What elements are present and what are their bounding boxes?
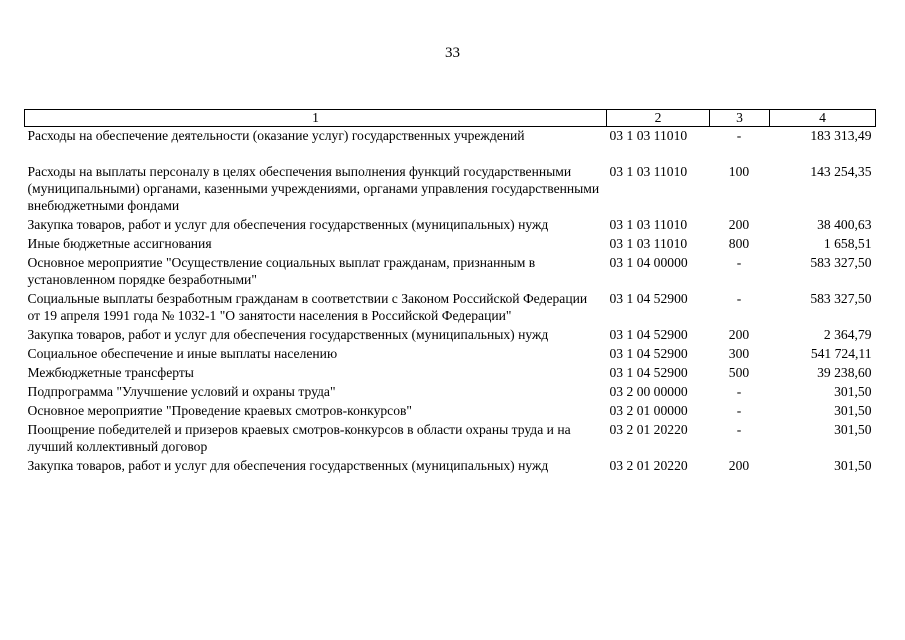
row-amount: 301,50 <box>834 422 872 437</box>
row-name: Иные бюджетные ассигнования <box>27 236 212 251</box>
table-row <box>25 127 876 164</box>
row-code: 03 1 03 11010 <box>609 128 688 143</box>
row-amount: 301,50 <box>834 384 872 399</box>
row-type: 800 <box>728 236 750 251</box>
row-type: - <box>736 291 742 306</box>
header-col-4: 4 <box>770 110 876 127</box>
row-name: Межбюджетные трансферты <box>27 365 194 380</box>
table-row <box>25 235 876 254</box>
row-name: Закупка товаров, работ и услуг для обеспечения государственных (муниципальных) нужд <box>27 327 549 342</box>
row-name: Социальные выплаты безработным гражданам в соответствии с Законом Российской Федерации от 19 апреля 1991 года № 1032-1 "О занятости населения в Российской Федерации" <box>27 291 588 323</box>
table-row <box>25 383 876 402</box>
row-type: - <box>736 422 742 437</box>
row-code: 03 1 03 11010 <box>609 217 688 232</box>
row-code: 03 1 04 52900 <box>609 346 688 361</box>
row-type: - <box>736 384 742 399</box>
header-row <box>25 110 876 127</box>
row-type: 100 <box>728 164 750 179</box>
row-code: 03 2 01 00000 <box>609 403 688 418</box>
row-amount: 183 313,49 <box>810 128 872 143</box>
row-code: 03 1 03 11010 <box>609 164 688 179</box>
row-type: 200 <box>728 327 750 342</box>
row-amount: 301,50 <box>834 458 872 473</box>
row-type: 200 <box>728 458 750 473</box>
row-amount: 39 238,60 <box>817 365 872 380</box>
table-row <box>25 402 876 421</box>
row-amount: 38 400,63 <box>817 217 872 232</box>
row-code: 03 2 01 20220 <box>609 458 688 473</box>
row-name: Социальное обеспечение и иные выплаты населению <box>27 346 338 361</box>
row-amount: 583 327,50 <box>810 255 872 270</box>
page-number: 33 <box>445 45 460 61</box>
table-row <box>25 421 876 457</box>
row-amount: 1 658,51 <box>823 236 872 251</box>
table-row <box>25 364 876 383</box>
row-type: 500 <box>728 365 750 380</box>
table-header <box>25 110 876 127</box>
row-amount: 301,50 <box>834 403 872 418</box>
row-name: Закупка товаров, работ и услуг для обеспечения государственных (муниципальных) нужд <box>27 217 549 232</box>
row-name: Основное мероприятие "Проведение краевых смотров-конкурсов" <box>27 403 412 418</box>
row-code: 03 1 03 11010 <box>609 236 688 251</box>
table-row <box>25 290 876 326</box>
row-type: 300 <box>728 346 750 361</box>
table-row <box>25 163 876 216</box>
row-name: Закупка товаров, работ и услуг для обеспечения государственных (муниципальных) нужд <box>27 458 549 473</box>
table-row <box>25 345 876 364</box>
row-name: Поощрение победителей и призеров краевых смотров-конкурсов в области охраны труда и на лучший коллективный договор <box>27 422 571 454</box>
row-code: 03 1 04 52900 <box>609 291 688 306</box>
row-code: 03 2 01 20220 <box>609 422 688 437</box>
row-amount: 143 254,35 <box>810 164 872 179</box>
header-col-3: 3 <box>710 110 770 127</box>
table-row <box>25 216 876 235</box>
header-col-1: 1 <box>25 110 607 127</box>
row-type: - <box>736 403 742 418</box>
row-type: - <box>736 255 742 270</box>
row-code: 03 1 04 52900 <box>609 365 688 380</box>
row-type: 200 <box>728 217 750 232</box>
row-code: 03 2 00 00000 <box>609 384 688 399</box>
table-body <box>25 127 876 477</box>
row-code: 03 1 04 00000 <box>609 255 688 270</box>
row-amount: 2 364,79 <box>823 327 872 342</box>
row-name: Расходы на выплаты персоналу в целях обеспечения выполнения функций государственными (муниципальными) органами, казенными учреждениями, органами управления государственными внебюджетными фондами <box>27 164 600 213</box>
table-row <box>25 254 876 290</box>
table-row <box>25 326 876 345</box>
row-type: - <box>736 128 742 143</box>
row-name: Подпрограмма "Улучшение условий и охраны труда" <box>27 384 336 399</box>
row-name: Основное мероприятие "Осуществление социальных выплат гражданам, признанным в установленном порядке безработными" <box>27 255 536 287</box>
budget-table <box>24 109 876 476</box>
row-amount: 583 327,50 <box>810 291 872 306</box>
row-amount: 541 724,11 <box>810 346 872 361</box>
row-code: 03 1 04 52900 <box>609 327 688 342</box>
table-row <box>25 457 876 476</box>
header-col-2: 2 <box>607 110 710 127</box>
row-name: Расходы на обеспечение деятельности (оказание услуг) государственных учреждений <box>27 128 525 143</box>
